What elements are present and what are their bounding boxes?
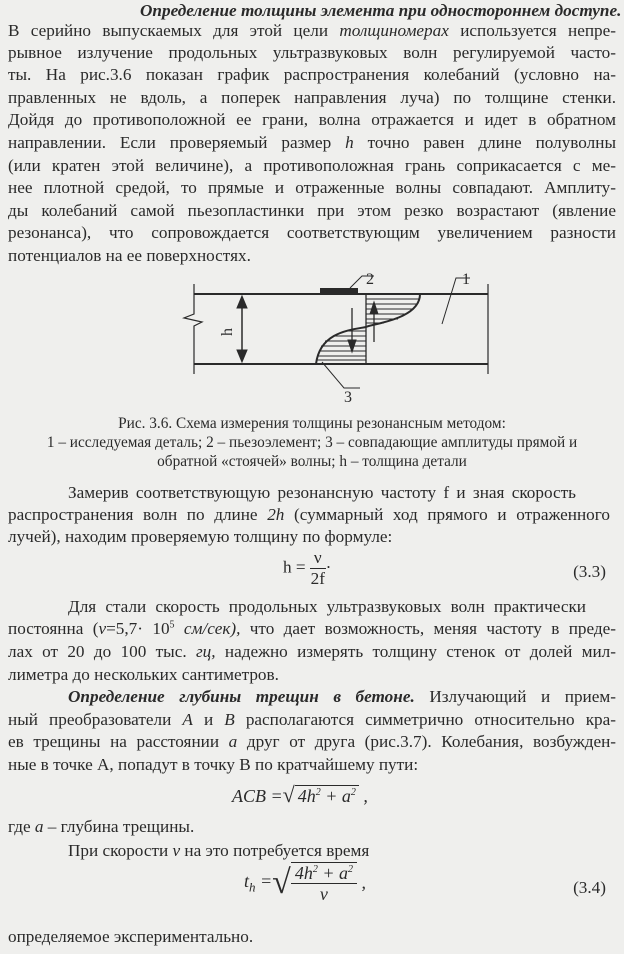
- leader-3: [322, 362, 360, 388]
- figure-caption-title: Рис. 3.6. Схема измерения толщины резонансным методом:: [118, 415, 506, 432]
- figure-3-6-diagram: [170, 270, 500, 405]
- exponent: 2: [312, 864, 318, 875]
- text-line: [8, 816, 616, 838]
- text: – глубина трещины.: [43, 817, 195, 836]
- term: =: [255, 870, 273, 891]
- text-line: [8, 709, 616, 731]
- label-3: 3: [344, 389, 352, 405]
- text-line: нее плотной средой, то прямые и отраженные волны совпадают. Амплиту-: [8, 178, 616, 197]
- text-line: лиметра до нескольких сантиметров.: [8, 665, 279, 684]
- left-break-line: [184, 284, 202, 374]
- text: =5,7· 10: [106, 619, 170, 638]
- text-line: ты. На рис.3.6 показан график распространения колебаний (условно на-: [8, 65, 616, 84]
- text-line: Для стали скорость продольных ультразвуковых волн практически: [68, 597, 586, 616]
- text: на это потребуется время: [180, 841, 370, 860]
- var-2h: 2h: [267, 505, 285, 524]
- text: Излучающий и прием-: [414, 687, 616, 706]
- text-line: потенциалов на ее поверхностях.: [8, 246, 251, 265]
- var-v: v: [172, 841, 181, 860]
- radicand: [295, 785, 359, 807]
- equation-3-3: [283, 548, 331, 589]
- subscript: h: [249, 879, 256, 895]
- equation-3-4: [244, 862, 366, 904]
- eq-tail: ·: [325, 557, 332, 577]
- numerator: ν: [310, 548, 326, 569]
- text: лах от 20 до 100 тыс.: [8, 642, 196, 661]
- equation-number: (3.4): [573, 878, 606, 897]
- var-a: a: [228, 732, 238, 751]
- sqrt-sign: √: [282, 782, 295, 807]
- text: При скорости: [68, 841, 173, 860]
- var-B: B: [224, 710, 235, 729]
- eq-lhs: ACB =: [232, 786, 283, 806]
- heading-text: Определение глубины трещин в бетоне.: [68, 687, 415, 706]
- term: t: [244, 870, 250, 891]
- text-line: ные в точке А, попадут в точку В по кратчайшему пути:: [8, 755, 419, 774]
- label-2: 2: [366, 271, 374, 288]
- section-heading-cracks: [68, 686, 616, 708]
- eq-lhs: h =: [283, 557, 306, 577]
- text-line: лучей), находим проверяемую толщину по формуле:: [8, 527, 393, 546]
- var-a: a: [34, 817, 44, 836]
- text-line: [8, 731, 616, 753]
- fraction: [310, 548, 326, 589]
- text: точно равен длине полуволны: [353, 133, 616, 152]
- text-line: [8, 504, 610, 526]
- eq-tail: ,: [357, 872, 366, 893]
- figure-caption-legend: 1 – исследуемая деталь; 2 – пьезоэлемент; 3 – совпадающие амплитуды прямой и: [46, 434, 578, 451]
- unit-italic: гц,: [195, 642, 216, 661]
- h-arrow-up: [237, 296, 247, 308]
- label-h: h: [219, 328, 236, 336]
- text: что дает возможность, меняя частоту в преде-: [240, 619, 616, 638]
- text: постоянна (: [8, 619, 99, 638]
- text-line: [8, 20, 616, 42]
- var-A: A: [182, 710, 193, 729]
- text-line: (или кратен этой величине), а противоположная грань соприкасается с ме-: [8, 156, 616, 175]
- text-line: [8, 132, 616, 154]
- figure-caption-legend: обратной «стоячей» волны; h – толщина детали: [157, 453, 467, 470]
- text-line: резонанса), что сопровождается соответствующим увеличением разности: [8, 223, 616, 242]
- wave-curve: [316, 294, 420, 364]
- term: + a: [320, 786, 351, 806]
- text-line: [8, 641, 616, 663]
- text-line: Дойдя до противоположной ее грани, волна отражается и идет в обратном: [8, 110, 616, 129]
- equation-number: (3.3): [573, 562, 606, 581]
- equation-acb: [232, 782, 368, 808]
- label-1: 1: [462, 271, 470, 288]
- term-italic: толщиномерах: [339, 21, 449, 40]
- fraction: [291, 862, 357, 904]
- text: ный преобразователи: [8, 710, 183, 729]
- exponent: 5: [169, 619, 175, 631]
- text: В серийно выпускаемых для этой цели: [8, 21, 340, 40]
- text: и: [192, 710, 225, 729]
- text: распространения волн по длине: [8, 505, 268, 524]
- term: 4h: [294, 863, 313, 883]
- h-arrow-down: [237, 350, 247, 362]
- exponent: 2: [348, 864, 353, 875]
- text: направлении. Если проверяемый размер: [8, 133, 346, 152]
- heading-text: Определение толщины элемента при одностороннем доступе.: [140, 1, 622, 20]
- piezo-element: [320, 288, 358, 295]
- eq-lhs: [244, 870, 273, 895]
- var-h: h: [345, 133, 354, 152]
- term: + a: [317, 863, 348, 883]
- text-line: [68, 840, 616, 862]
- text: надежно измерять толщину стенок от долей мил-: [215, 642, 616, 661]
- text-line: правленных не вдоль, а поперек направления луча) по толщине стенки.: [8, 88, 616, 107]
- text-line: Замерив соответствующую резонансную частоту f и зная скорость: [68, 483, 576, 502]
- var-v: v: [98, 619, 107, 638]
- text: располагаются симметрично относительно кра-: [234, 710, 616, 729]
- text: (суммарный ход прямого и отраженного: [284, 505, 610, 524]
- denominator: ν: [319, 884, 328, 904]
- text: используется непре-: [448, 21, 616, 40]
- text: где: [8, 817, 35, 836]
- exponent: 2: [315, 787, 321, 798]
- text: ев трещины на расстоянии: [8, 732, 229, 751]
- sqrt-sign: √: [272, 864, 291, 901]
- exponent: 2: [350, 787, 356, 798]
- denominator: 2f: [310, 569, 325, 588]
- section-heading-thickness: [140, 0, 622, 22]
- text-line: ды колебаний самой пьезопластинки при этом резко возрастают (явление: [8, 201, 616, 220]
- term: 4h: [297, 786, 316, 806]
- numerator: [291, 863, 357, 884]
- text-line: [8, 618, 616, 640]
- unit-italic: см/сек),: [174, 619, 241, 638]
- text-line: рывное излучение продольных ультразвуковых волн регулируемой часто-: [8, 43, 616, 62]
- text: друг от друга (рис.3.7). Колебания, возбужден-: [237, 732, 617, 751]
- eq-tail: ,: [358, 786, 368, 806]
- text-line: определяемое экспериментально.: [8, 927, 254, 946]
